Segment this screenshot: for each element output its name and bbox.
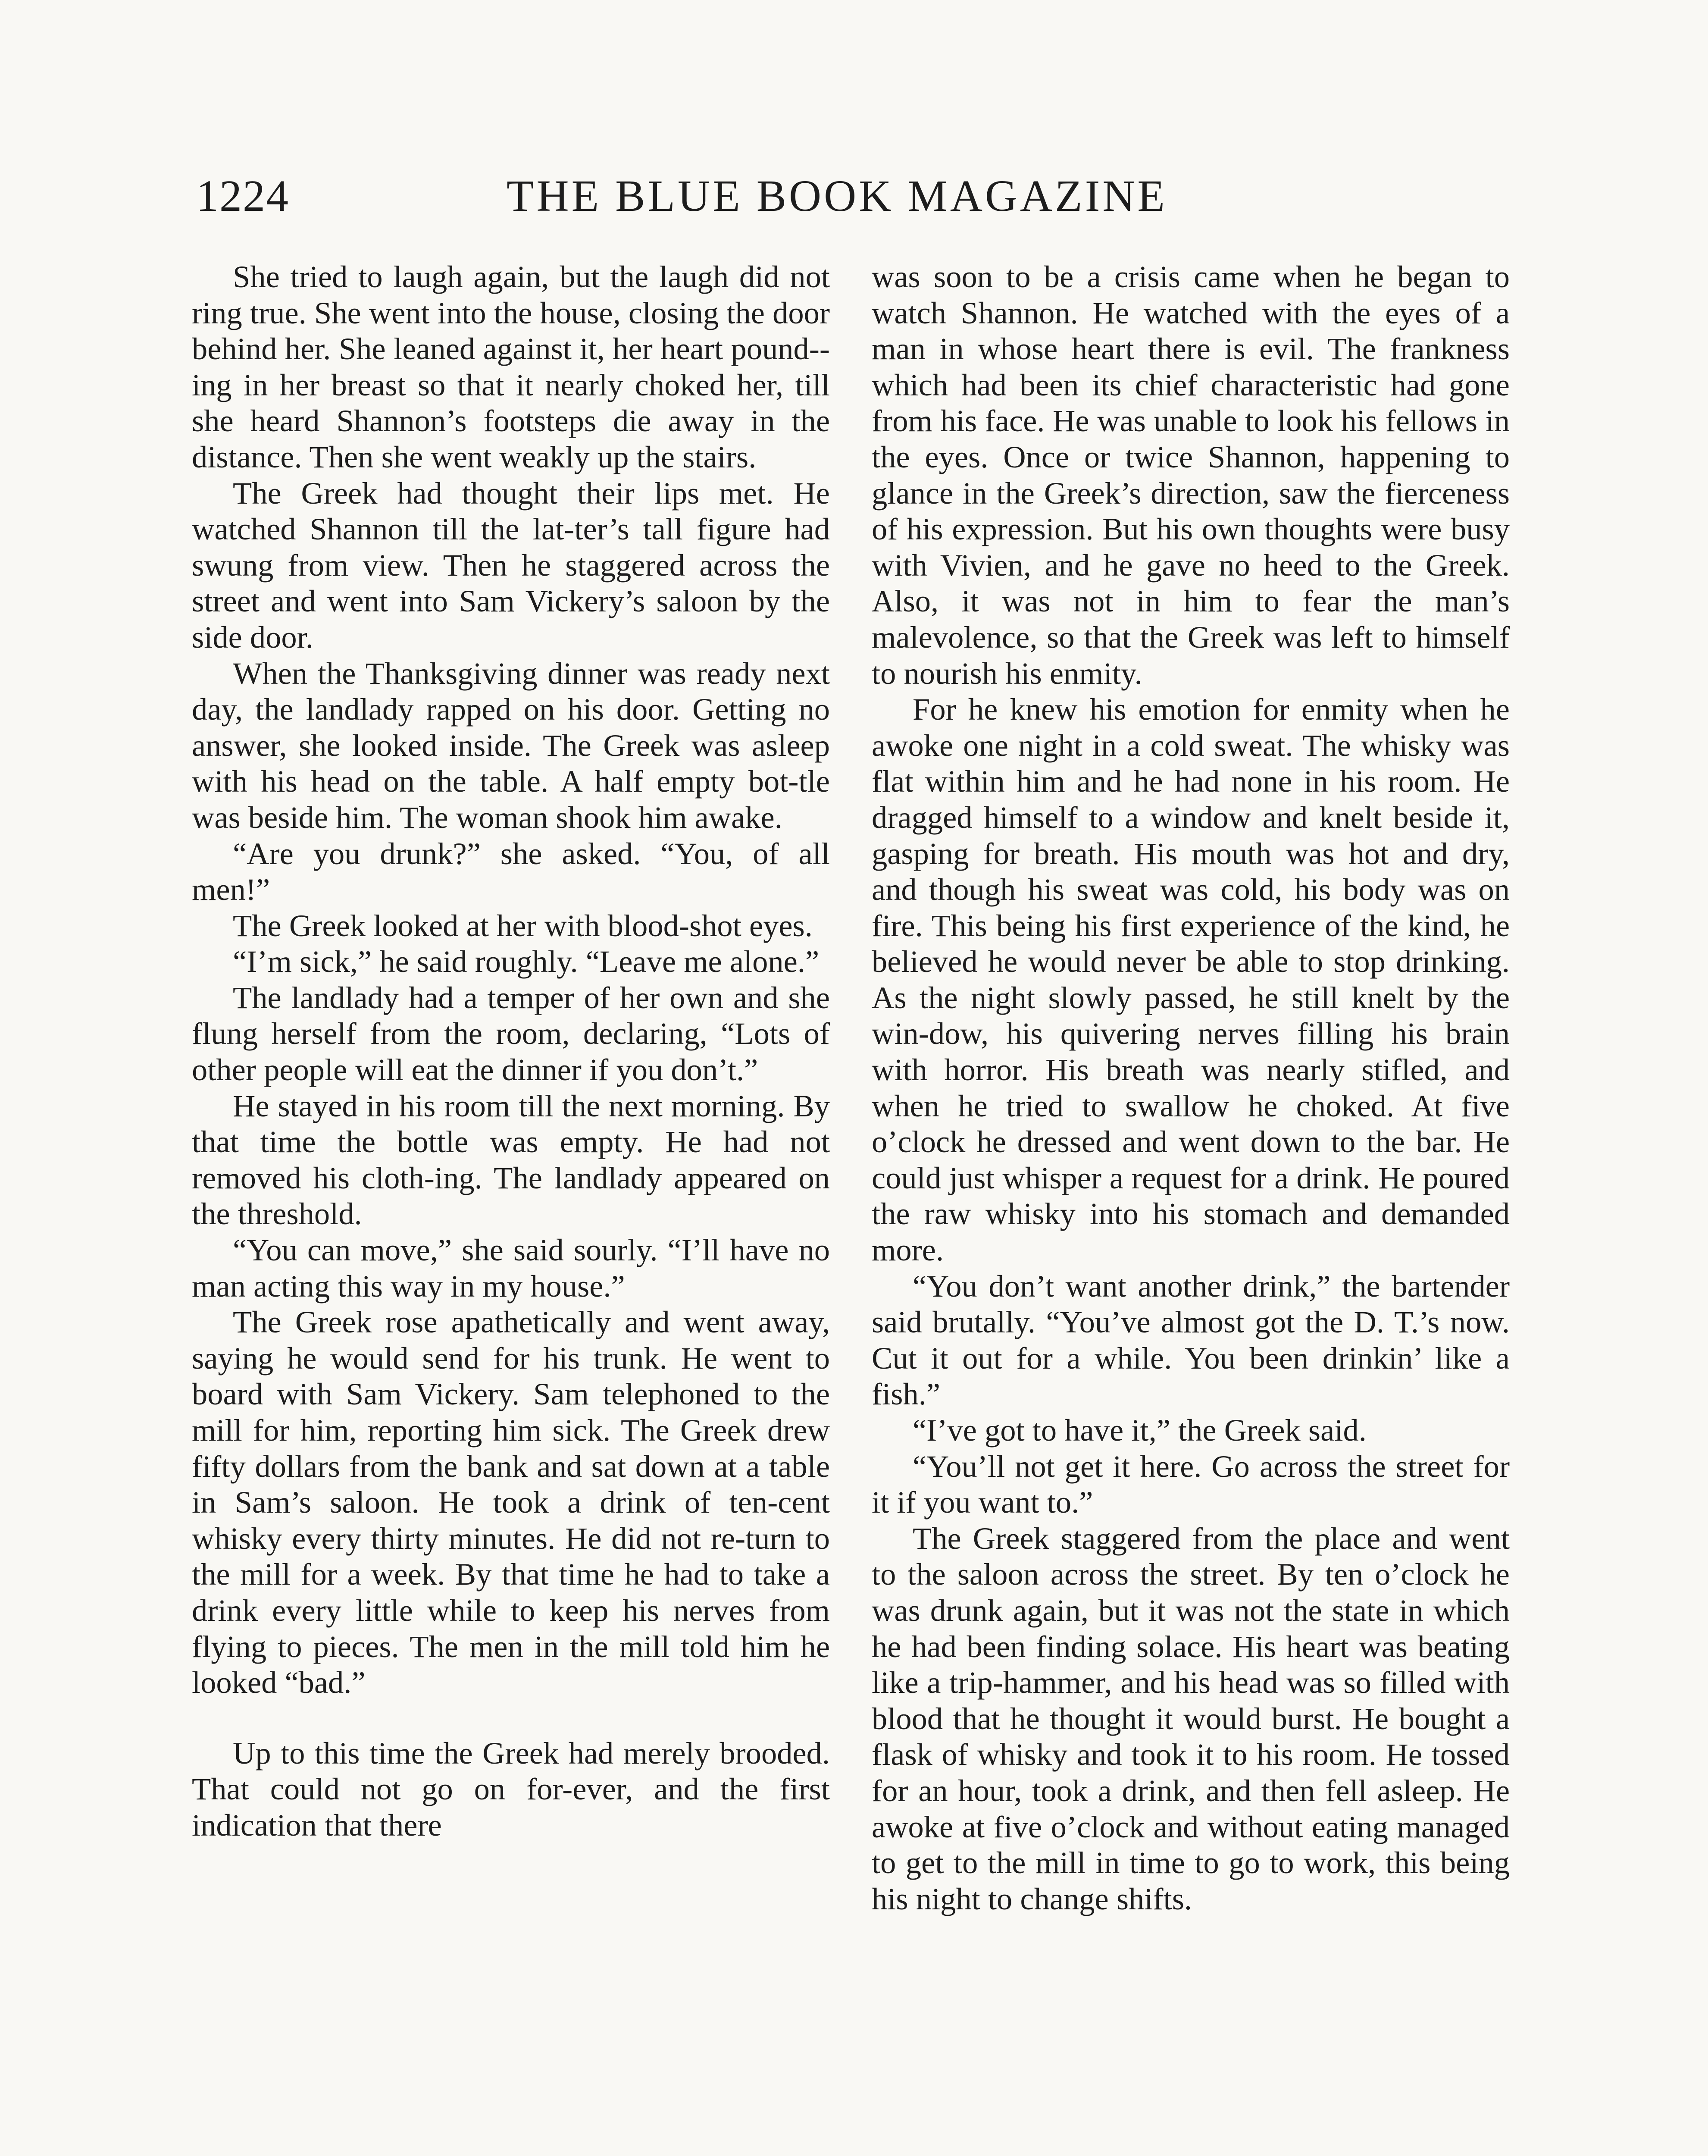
paragraph: When the Thanksgiving dinner was ready next day, the landlady rapped on his door. Getting no answer, she looked inside. The Greek was asleep with his head on the table. A half empty bot-tle was beside him. The woman shook him awake. <box>192 655 830 835</box>
paragraph: The Greek rose apathetically and went away, saying he would send for his trunk. He went to board with Sam Vickery. Sam telephoned to the mill for him, reporting him sick. The Greek drew fifty dollars from the bank and sat down at a table in Sam’s saloon. He took a drink of ten-cent whisky every thirty minutes. He did not re-turn to the mill for a week. By that time he had to take a drink every little while to keep his nerves from flying to pieces. The men in the mill told him he looked “bad.” <box>192 1304 830 1700</box>
paragraph: “I’ve got to have it,” the Greek said. <box>913 1413 1367 1448</box>
magazine-title: THE BLUE BOOK MAGAZINE <box>507 171 1167 221</box>
paragraph: For he knew his emotion for enmity when he awoke one night in a cold sweat. The whisky was flat within him and he had none in his room. He dragged himself to a window and knelt beside it, gasping for breath. His mouth was hot and dry, and though his sweat was cold, his body was on fire. This being his first experience of the kind, he believed he would never be able to stop drinking. As the night slowly passed, he still knelt by the win-dow, his quivering nerves filling his brain with horror. His breath was nearly stifled, and when he tried to swallow he choked. At five o’clock he dressed and went down to the bar. He could just whisper a request for a drink. He poured the raw whisky into his stomach and demanded more. <box>872 692 1510 1268</box>
page-number: 1224 <box>196 171 289 221</box>
paragraph: “You can move,” she said sourly. “I’ll have no man acting this way in my house.” <box>192 1232 830 1304</box>
paragraph: The Greek staggered from the place and went to the saloon across the street. By ten o’clock he was drunk again, but it was not the state in which he had been finding solace. His heart was beating like a trip-hammer, and his head was so filled with blood that he thought it would burst. He bought a flask of whisky and took it to his room. He tossed for an hour, took a drink, and then fell asleep. He awoke at five o’clock and without eating managed to get to the mill in time to go to work, this being his night to change shifts. <box>872 1520 1510 1916</box>
paragraph: “You’ll not get it here. Go across the street for it if you want to.” <box>872 1448 1510 1520</box>
paragraph: Up to this time the Greek had merely brooded. That could not go on for-ever, and the first indication that there <box>192 1735 830 1843</box>
text-column-right <box>872 259 1510 1917</box>
paragraph: “You don’t want another drink,” the bartender said brutally. “You’ve almost got the D. T.’s now. Cut it out for a while. You been drinkin’ like a fish.” <box>872 1268 1510 1412</box>
paragraph: The Greek had thought their lips met. He watched Shannon till the lat-ter’s tall figure had swung from view. Then he staggered across the street and went into Sam Vickery’s saloon by the side door. <box>192 475 830 655</box>
paragraph: was soon to be a crisis came when he began to watch Shannon. He watched with the eyes of a man in whose heart there is evil. The frankness which had been its chief characteristic had gone from his face. He was unable to look his fellows in the eyes. Once or twice Shannon, happening to glance in the Greek’s direction, saw the fierceness of his expression. But his own thoughts were busy with Vivien, and he gave no heed to the Greek. Also, it was not in him to fear the man’s malevolence, so that the Greek was left to himself to nourish his enmity. <box>872 259 1510 691</box>
paragraph: “Are you drunk?” she asked. “You, of all men!” <box>192 836 830 907</box>
paragraph: “I’m sick,” he said roughly. “Leave me alone.” <box>233 944 820 979</box>
paragraph: She tried to laugh again, but the laugh did not ring true. She went into the house, closing the door behind her. She leaned against it, her heart pound-ing in her breast so that it nearly choked her, till she heard Shannon’s footsteps die away in the distance. Then she went weakly up the stairs. <box>192 259 830 474</box>
text-column-left <box>192 259 830 1843</box>
paragraph: The Greek looked at her with blood-shot eyes. <box>233 908 813 943</box>
paragraph: He stayed in his room till the next morning. By that time the bottle was empty. He had not removed his cloth-ing. The landlady appeared on the threshold. <box>192 1088 830 1232</box>
page-header <box>196 166 1515 226</box>
paragraph: The landlady had a temper of her own and she flung herself from the room, declaring, “Lots of other people will eat the dinner if you don’t.” <box>192 980 830 1087</box>
